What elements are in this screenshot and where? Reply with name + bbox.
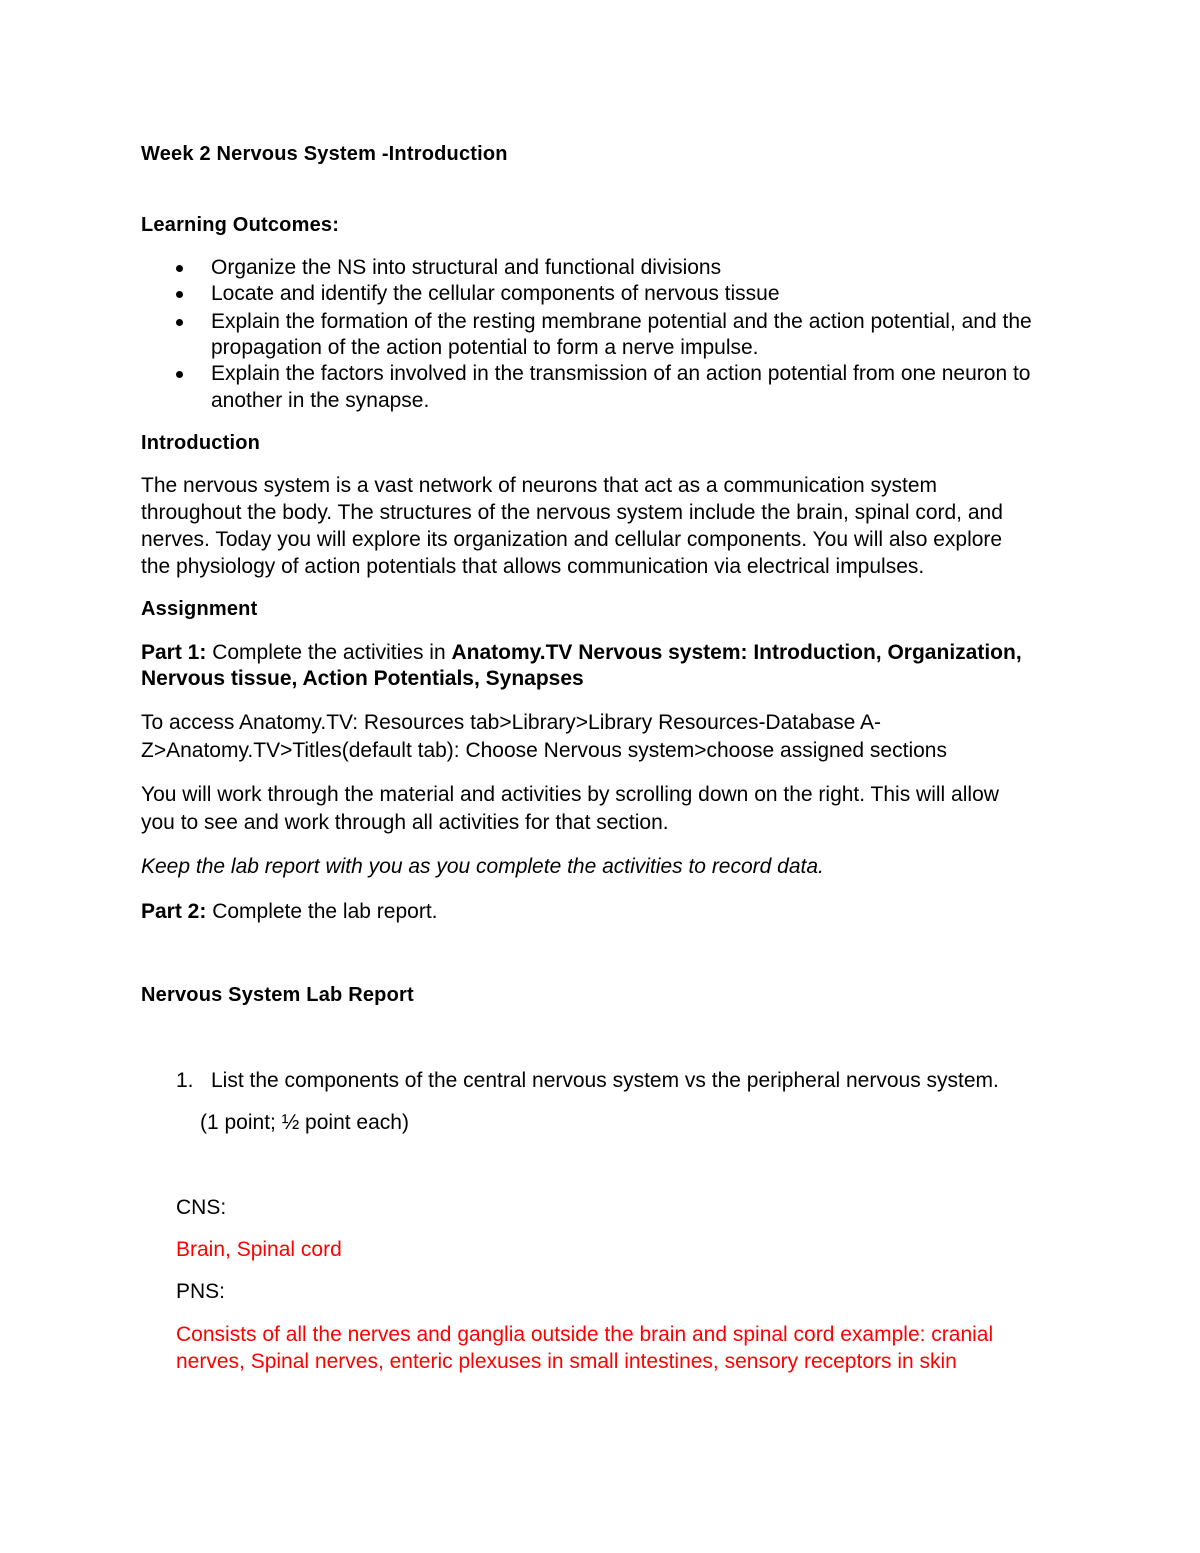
- list-item-text: Locate and identify the cellular components of nervous tissue: [211, 282, 780, 305]
- introduction-line: throughout the body. The structures of the nervous system include the brain, spinal cord, and: [141, 501, 1003, 524]
- work-instructions-line: You will work through the material and activities by scrolling down on the right. This will allow: [141, 783, 999, 806]
- pns-answer-line: Consists of all the nerves and ganglia outside the brain and spinal cord example: cranial: [176, 1323, 994, 1346]
- part2-text: Complete the lab report.: [206, 900, 438, 923]
- learning-outcomes-heading: Learning Outcomes:: [141, 214, 340, 236]
- bullet-icon: [176, 371, 183, 378]
- access-instructions-line: Z>Anatomy.TV>Titles(default tab): Choose Nervous system>choose assigned sections: [141, 739, 947, 762]
- part2-line: [141, 900, 437, 924]
- keep-report-note: Keep the lab report with you as you complete the activities to record data.: [141, 855, 824, 878]
- bullet-icon: [176, 319, 183, 326]
- question-number: 1.: [176, 1069, 194, 1092]
- part1-label: Part 1:: [141, 641, 207, 664]
- part1-bold-text: Anatomy.TV Nervous system: Introduction, Organization,: [451, 641, 1022, 664]
- question-text: List the components of the central nervous system vs the peripheral nervous system.: [211, 1069, 999, 1092]
- access-instructions-line: To access Anatomy.TV: Resources tab>Library>Library Resources-Database A-: [141, 711, 882, 734]
- bullet-icon: [176, 291, 183, 298]
- page-title: Week 2 Nervous System -Introduction: [141, 143, 508, 165]
- question-points: (1 point; ½ point each): [200, 1111, 409, 1134]
- list-item-text: Explain the formation of the resting membrane potential and the action potential, and the: [211, 310, 1032, 333]
- list-item-text: Explain the factors involved in the transmission of an action potential from one neuron to: [211, 362, 1031, 385]
- introduction-heading: Introduction: [141, 432, 261, 454]
- introduction-line: nerves. Today you will explore its organization and cellular components. You will also explore: [141, 528, 1003, 551]
- list-item-text: another in the synapse.: [211, 389, 430, 412]
- list-item-text: Organize the NS into structural and functional divisions: [211, 256, 722, 279]
- pns-label: PNS:: [176, 1280, 226, 1303]
- bullet-icon: [176, 265, 183, 272]
- part2-label: Part 2:: [141, 900, 207, 923]
- part1-line: [141, 641, 1022, 665]
- cns-label: CNS:: [176, 1196, 227, 1219]
- work-instructions-line: you to see and work through all activities for that section.: [141, 811, 669, 834]
- part1-text: Complete the activities in: [206, 641, 452, 664]
- list-item-text: propagation of the action potential to form a nerve impulse.: [211, 336, 759, 359]
- cns-answer: Brain, Spinal cord: [176, 1238, 342, 1261]
- part1-bold-text: Nervous tissue, Action Potentials, Synapses: [141, 667, 584, 690]
- lab-report-heading: Nervous System Lab Report: [141, 984, 414, 1006]
- assignment-heading: Assignment: [141, 598, 258, 620]
- introduction-line: The nervous system is a vast network of neurons that act as a communication system: [141, 474, 938, 497]
- introduction-line: the physiology of action potentials that allows communication via electrical impulses.: [141, 555, 925, 578]
- pns-answer-line: nerves, Spinal nerves, enteric plexuses in small intestines, sensory receptors in skin: [176, 1350, 957, 1373]
